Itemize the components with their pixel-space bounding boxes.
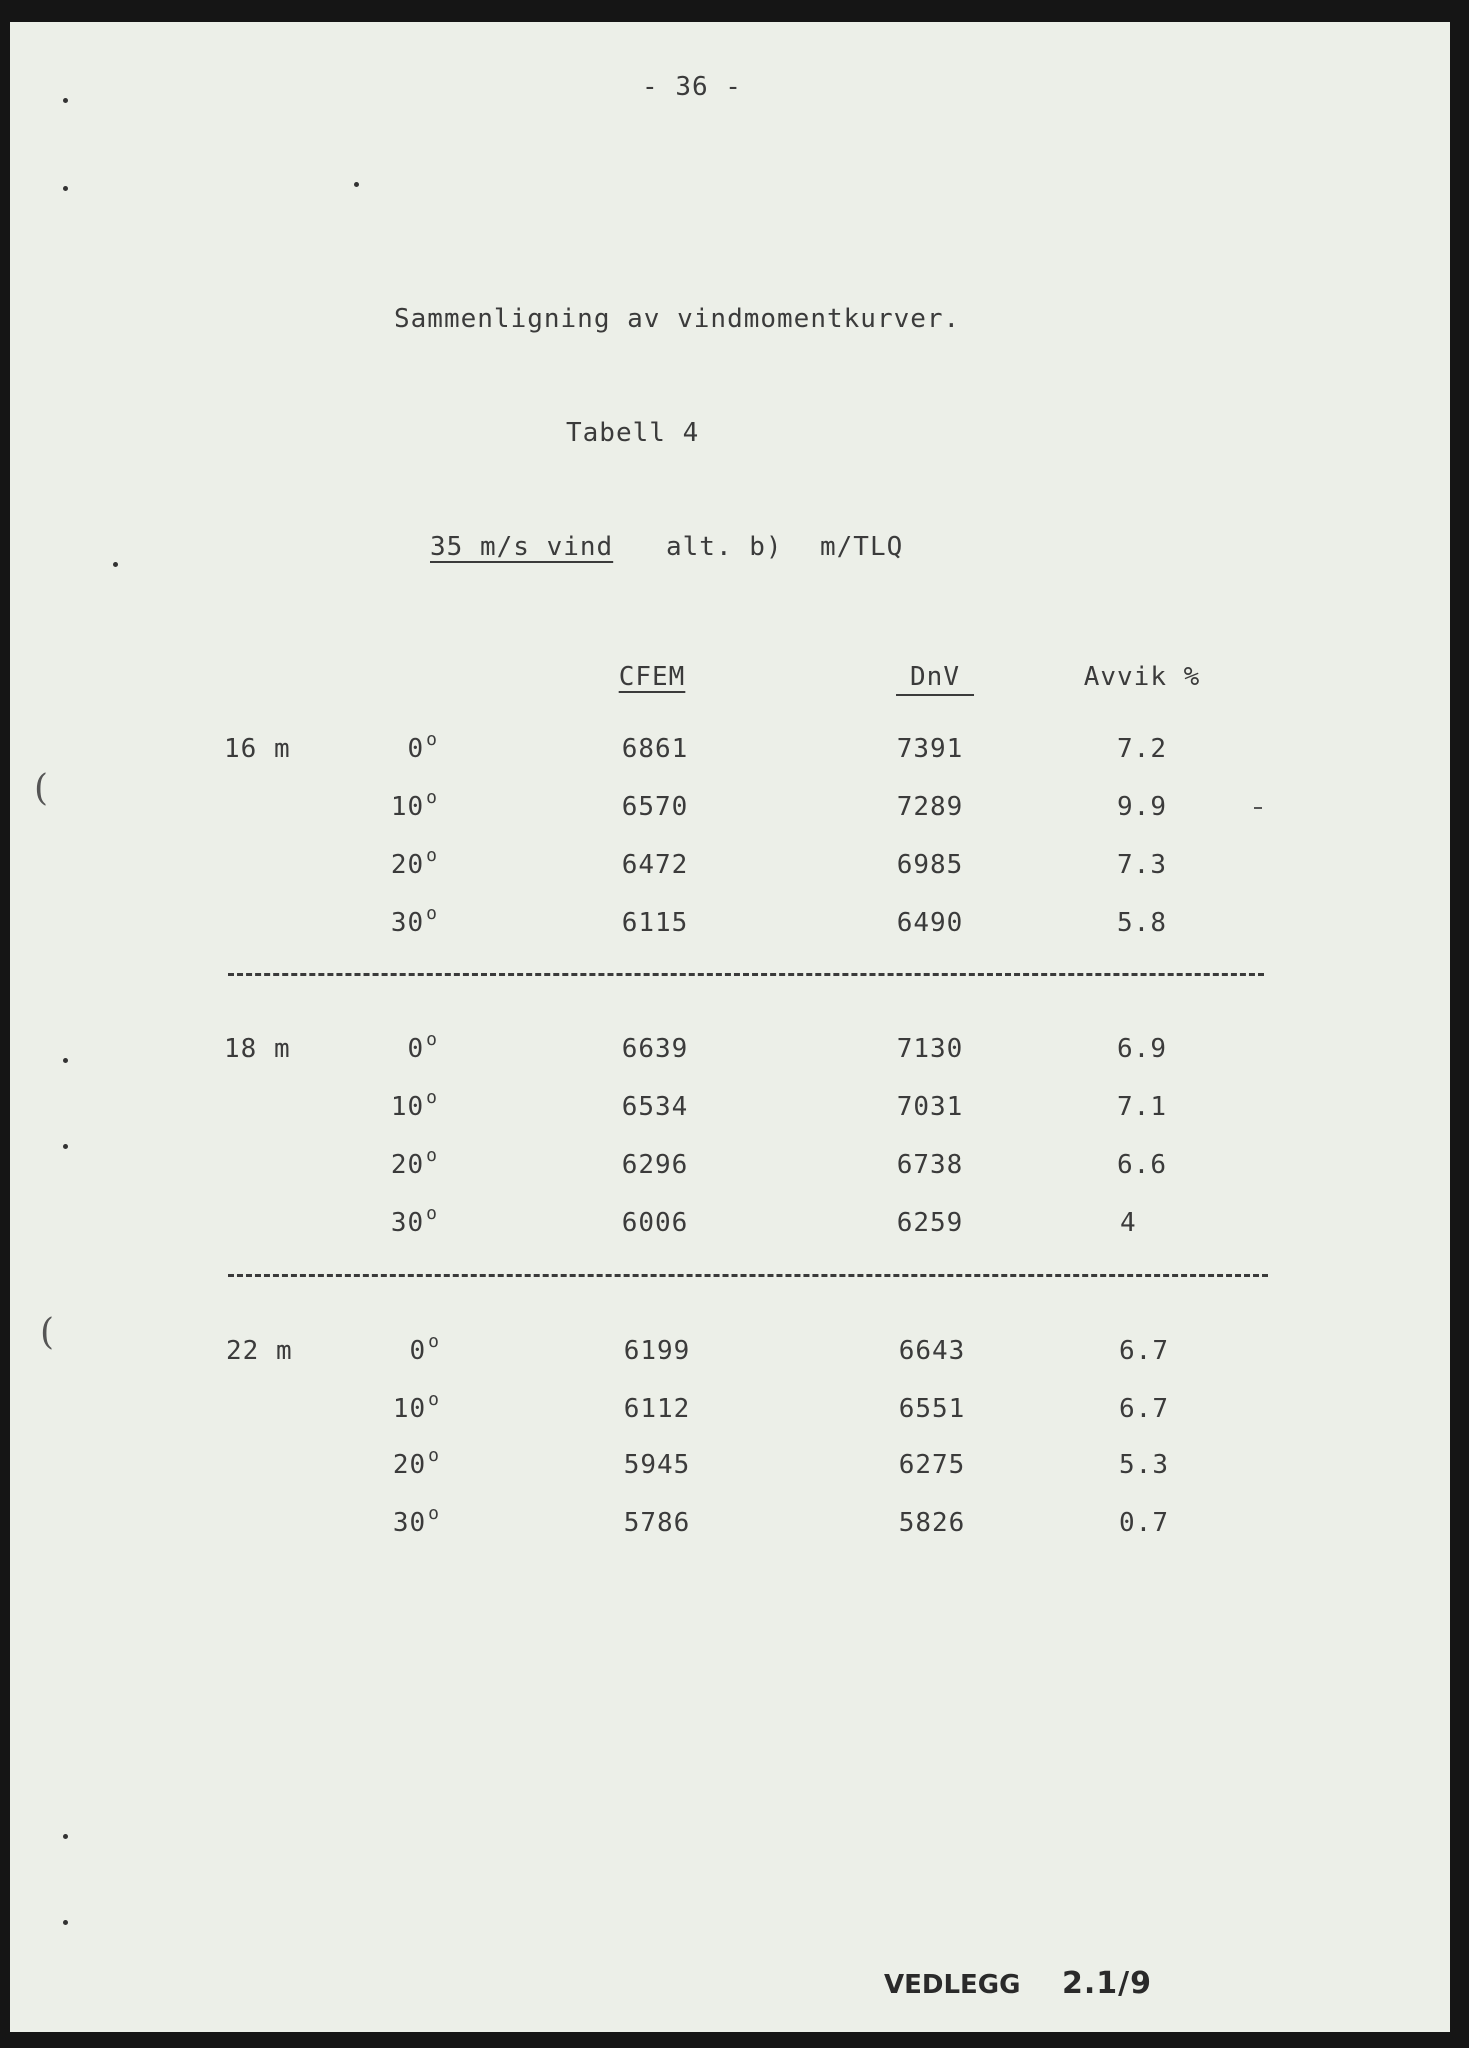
avvik-cell: 7.2 (1117, 734, 1167, 764)
dnv-cell: 7031 (896, 1092, 964, 1122)
cfem-cell: 6296 (621, 1150, 689, 1180)
angle-cell: 0 $^o$ (407, 729, 438, 764)
avvik-cell: 9.9 (1117, 792, 1167, 822)
cfem-cell: 6199 (623, 1336, 691, 1366)
dnv-cell: 6643 (898, 1336, 966, 1366)
punch-mark (63, 1144, 68, 1149)
cfem-cell: 6639 (621, 1034, 689, 1064)
angle-cell: 10 $^o$ (390, 787, 438, 822)
avvik-cell: 5.8 (1117, 908, 1167, 938)
punch-mark (63, 1058, 68, 1063)
avvik-cell: 7.3 (1117, 850, 1167, 880)
condition-suffix: m/TLQ (820, 532, 904, 562)
avvik-cell: 4 (1120, 1208, 1137, 1238)
punch-mark (63, 1834, 68, 1839)
avvik-cell: 5.3 (1119, 1450, 1169, 1480)
angle-cell: 30 $^o$ (392, 1503, 440, 1538)
angle-cell: 0 $^o$ (409, 1331, 440, 1366)
angle-cell: 20 $^o$ (392, 1445, 440, 1480)
avvik-cell: 6.9 (1117, 1034, 1167, 1064)
cfem-cell: 6534 (621, 1092, 689, 1122)
angle-cell: 10 $^o$ (392, 1389, 440, 1424)
column-header-dnv: DnV (896, 662, 974, 696)
group-divider (228, 1274, 1268, 1277)
dnv-cell: 6738 (896, 1150, 964, 1180)
dnv-cell: 6490 (896, 908, 964, 938)
stray-mark (1254, 807, 1262, 809)
dnv-cell: 5826 (898, 1508, 966, 1538)
cfem-cell: 6472 (621, 850, 689, 880)
cfem-cell: 6115 (621, 908, 689, 938)
cfem-cell: 5945 (623, 1450, 691, 1480)
cfem-cell: 6006 (621, 1208, 689, 1238)
condition-wind: 35 m/s vind (430, 532, 614, 562)
column-header-cfem: CFEM (618, 662, 686, 692)
avvik-cell: 6.7 (1119, 1394, 1169, 1424)
angle-cell: 20 $^o$ (390, 1145, 438, 1180)
avvik-cell: 0.7 (1119, 1508, 1169, 1538)
avvik-cell: 6.6 (1117, 1150, 1167, 1180)
document-heading: Sammenligning av vindmomentkurver. (394, 304, 961, 334)
depth-label: 22 m (226, 1336, 293, 1366)
punch-mark (354, 182, 359, 187)
cfem-cell: 6861 (621, 734, 689, 764)
footer-number: 2.1/9 (1062, 1966, 1152, 2001)
dnv-cell: 7289 (896, 792, 964, 822)
footer-label: VEDLEGG (884, 1970, 1021, 2000)
group-divider (228, 973, 1264, 976)
punch-mark (63, 186, 68, 191)
dnv-cell: 6275 (898, 1450, 966, 1480)
dnv-cell: 6259 (896, 1208, 964, 1238)
condition-alt: alt. b) (666, 532, 783, 562)
depth-label: 18 m (224, 1034, 291, 1064)
document-page (10, 22, 1450, 2032)
angle-cell: 10 $^o$ (390, 1087, 438, 1122)
cfem-cell: 6570 (621, 792, 689, 822)
punch-mark (113, 562, 118, 567)
punch-mark (63, 1920, 68, 1925)
dnv-cell: 7391 (896, 734, 964, 764)
avvik-cell: 7.1 (1117, 1092, 1167, 1122)
avvik-cell: 6.7 (1119, 1336, 1169, 1366)
margin-mark: ( (34, 768, 49, 809)
page-number: - 36 - (642, 72, 742, 102)
angle-cell: 20 $^o$ (390, 845, 438, 880)
cfem-cell: 6112 (623, 1394, 691, 1424)
cfem-cell: 5786 (623, 1508, 691, 1538)
angle-cell: 30 $^o$ (390, 1203, 438, 1238)
column-header-avvik: Avvik % (1083, 662, 1201, 692)
angle-cell: 0 $^o$ (407, 1029, 438, 1064)
punch-mark (63, 98, 68, 103)
dnv-cell: 7130 (896, 1034, 964, 1064)
angle-cell: 30 $^o$ (390, 903, 438, 938)
margin-mark: ( (40, 1312, 55, 1353)
dnv-cell: 6551 (898, 1394, 966, 1424)
depth-label: 16 m (224, 734, 291, 764)
table-label: Tabell 4 (566, 418, 700, 448)
dnv-cell: 6985 (896, 850, 964, 880)
